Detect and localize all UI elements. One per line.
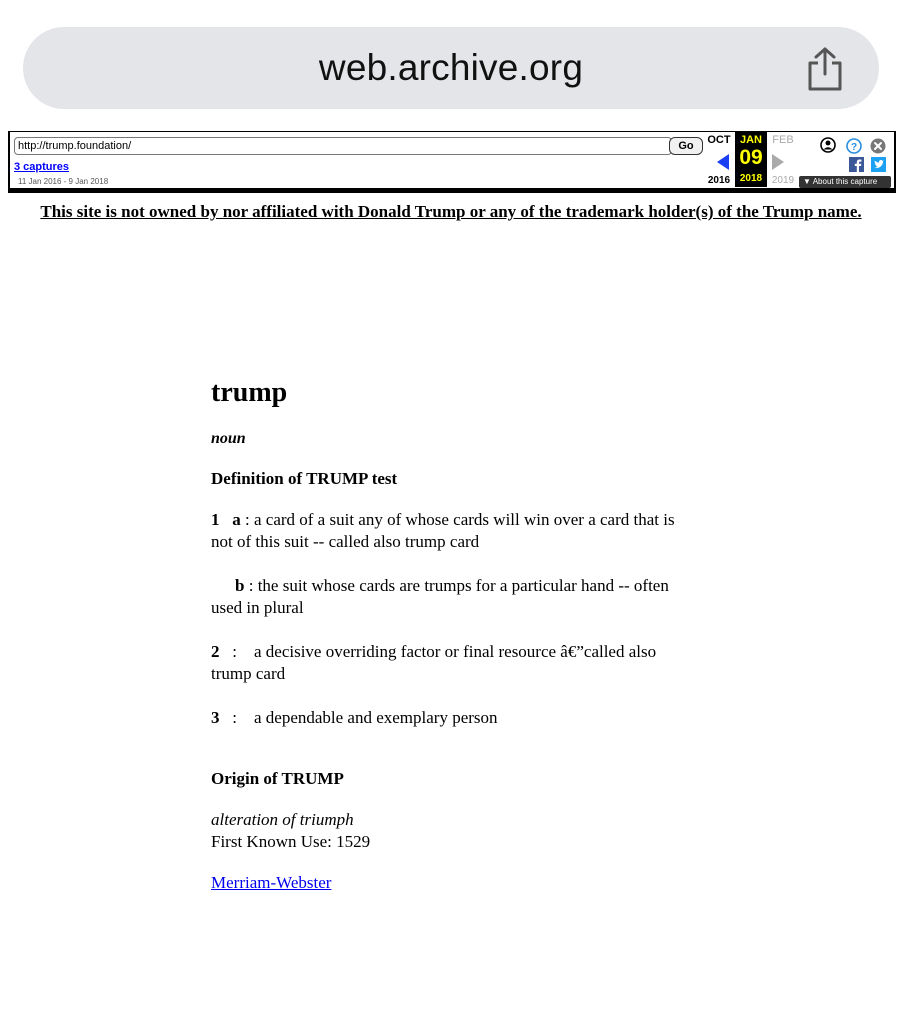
address-bar[interactable] xyxy=(23,27,879,109)
sense-1a-letter: a xyxy=(232,510,241,529)
capture-date-range: 11 Jan 2016 - 9 Jan 2018 xyxy=(18,177,109,186)
triangle-down-icon: ▼ xyxy=(803,177,811,186)
about-capture-button[interactable] xyxy=(799,176,891,188)
wayback-toolbar xyxy=(8,131,896,193)
current-capture-block xyxy=(735,132,767,187)
sense-2-number: 2 xyxy=(211,642,220,661)
disclaimer-text: This site is not owned by nor affiliated with Donald Trump or any of the trademark holder(s) of the Trump name. xyxy=(40,202,862,221)
close-icon[interactable] xyxy=(870,138,886,154)
next-capture-arrow-icon xyxy=(772,154,784,170)
next-year-label: 2019 xyxy=(771,175,795,186)
current-day-label: 09 xyxy=(739,146,763,169)
go-button[interactable]: Go xyxy=(669,137,703,155)
share-icon[interactable] xyxy=(805,46,845,92)
about-capture-label: About this capture xyxy=(812,177,878,186)
dictionary-entry xyxy=(211,376,681,894)
address-text[interactable]: web.archive.org xyxy=(318,47,584,88)
sense-1b xyxy=(211,575,681,619)
merriam-webster-link[interactable]: Merriam-Webster xyxy=(211,873,332,892)
sense-1b-letter: b xyxy=(235,576,245,595)
account-icon[interactable] xyxy=(820,137,836,153)
part-of-speech: noun xyxy=(211,430,246,447)
sense-3-text: : a dependable and exemplary person xyxy=(219,708,498,727)
first-known-use: First Known Use: 1529 xyxy=(211,832,371,851)
help-icon[interactable] xyxy=(846,138,862,154)
definition-heading: Definition of TRUMP test xyxy=(211,469,398,488)
svg-text:?: ? xyxy=(850,142,858,153)
next-month-label: FEB xyxy=(772,134,794,146)
prev-month-label[interactable]: OCT xyxy=(707,134,731,146)
wayback-url-input[interactable] xyxy=(14,137,672,155)
sense-2 xyxy=(211,641,681,685)
prev-capture-arrow-icon[interactable] xyxy=(717,154,729,170)
sense-1a xyxy=(211,509,681,553)
captures-link[interactable]: 3 captures xyxy=(14,161,70,173)
sense-1-number: 1 xyxy=(211,510,220,529)
current-month-label: JAN xyxy=(739,134,762,146)
sense-1b-text: : the suit whose cards are trumps for a particular hand -- often used in plural xyxy=(211,576,669,617)
prev-year-label[interactable]: 2016 xyxy=(707,175,731,186)
sense-1a-text: : a card of a suit any of whose cards will win over a card that is not of this suit -- called also trump card xyxy=(211,510,675,551)
headword: trump xyxy=(211,377,288,408)
origin-heading: Origin of TRUMP xyxy=(211,769,344,788)
twitter-icon[interactable] xyxy=(871,157,886,172)
facebook-icon[interactable] xyxy=(849,157,864,172)
browser-chrome xyxy=(0,0,902,124)
sense-2-text: : a decisive overriding factor or final resource â€”called also trump card xyxy=(211,642,661,683)
current-year-label: 2018 xyxy=(739,173,763,184)
sense-3-number: 3 xyxy=(211,708,220,727)
sense-3 xyxy=(211,707,681,729)
etymology: alteration of triumph xyxy=(211,810,354,829)
